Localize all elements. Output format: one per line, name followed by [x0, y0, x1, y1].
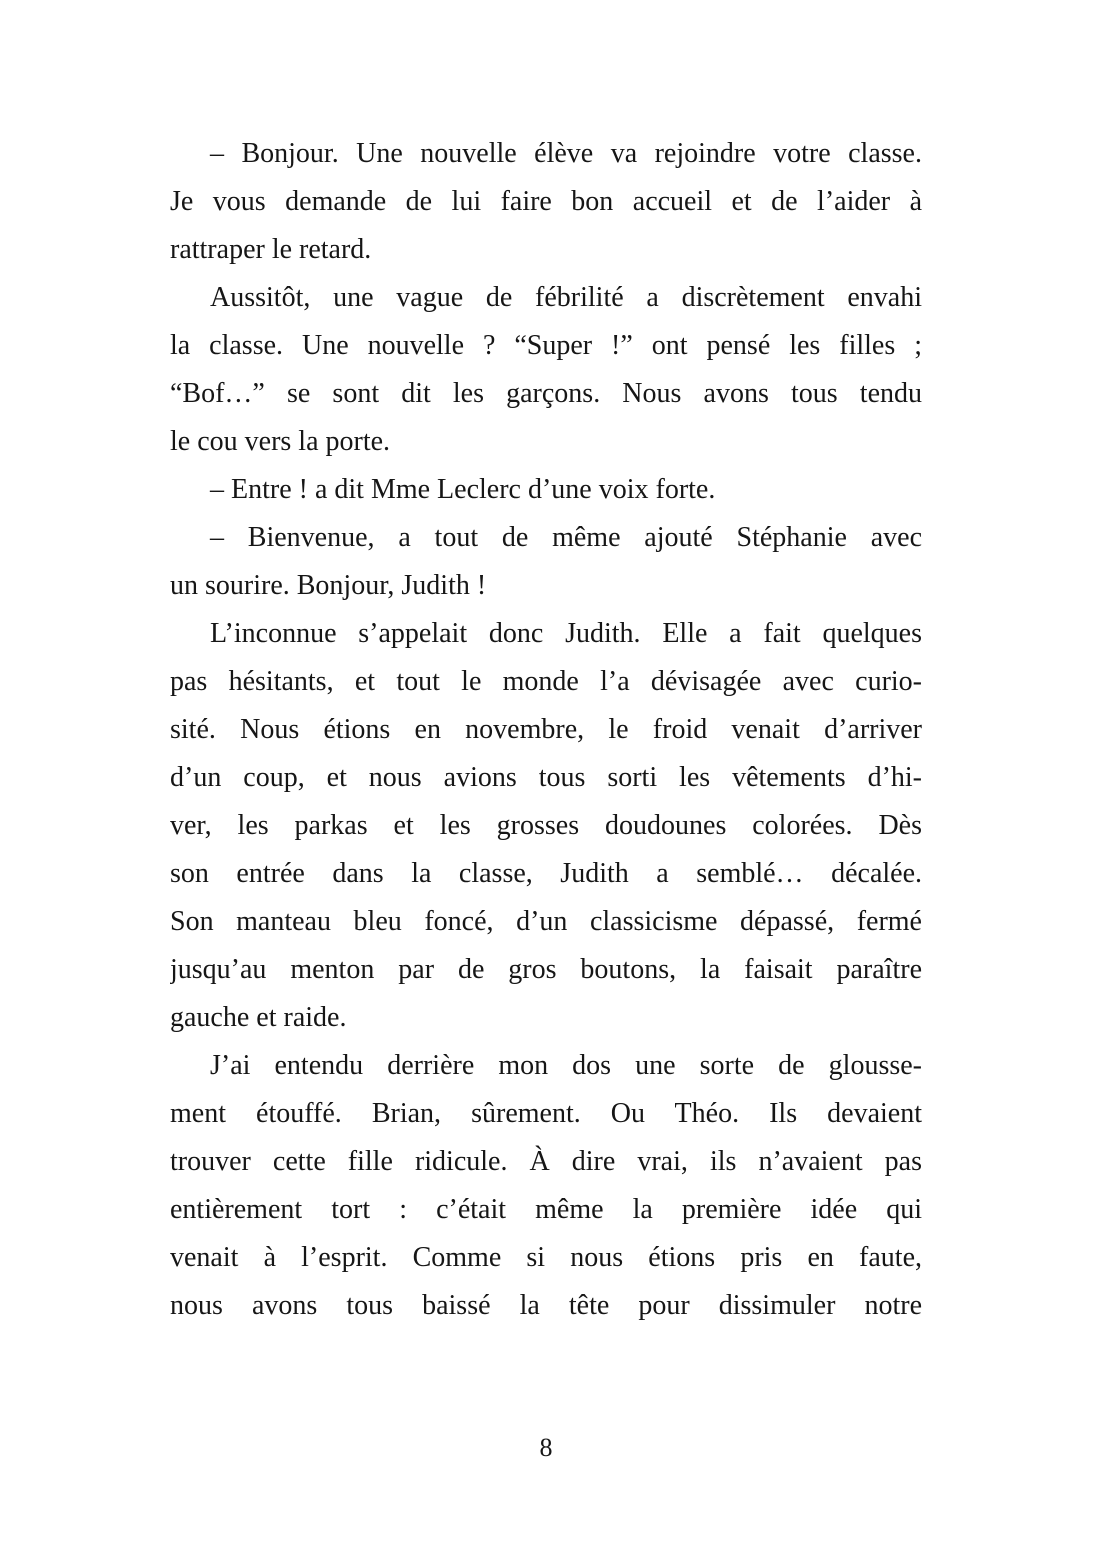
text-line: gauche et raide.: [170, 1002, 347, 1033]
text-line: trouver cette fille ridicule. À dire vrai, ils n’avaient pas: [170, 1146, 922, 1177]
text-line: – Entre ! a dit Mme Leclerc d’une voix forte.: [210, 474, 716, 505]
text-line: Aussitôt, une vague de fébrilité a discrètement envahi: [210, 282, 922, 313]
text-line: – Bonjour. Une nouvelle élève va rejoindre votre classe.: [210, 138, 922, 169]
text-line: entièrement tort : c’était même la première idée qui: [170, 1194, 922, 1225]
text-line: J’ai entendu derrière mon dos une sorte de glousse-: [210, 1050, 922, 1081]
paragraph: [170, 130, 922, 274]
text-line: ment étouffé. Brian, sûrement. Ou Théo. Ils devaient: [170, 1098, 922, 1129]
text-line: jusqu’au menton par de gros boutons, la faisait paraître: [170, 954, 922, 985]
text-line: Son manteau bleu foncé, d’un classicisme dépassé, fermé: [170, 906, 922, 937]
text-line: venait à l’esprit. Comme si nous étions pris en faute,: [170, 1242, 922, 1273]
text-line: sité. Nous étions en novembre, le froid venait d’arriver: [170, 714, 922, 745]
paragraph: [170, 1042, 922, 1330]
text-line: nous avons tous baissé la tête pour dissimuler notre: [170, 1290, 922, 1321]
paragraph: [170, 274, 922, 466]
text-line: L’inconnue s’appelait donc Judith. Elle a fait quelques: [210, 618, 922, 649]
text-line: d’un coup, et nous avions tous sorti les vêtements d’hi-: [170, 762, 922, 793]
text-line: son entrée dans la classe, Judith a semblé… décalée.: [170, 858, 922, 889]
text-line: – Bienvenue, a tout de même ajouté Stéphanie avec: [210, 522, 922, 553]
text-line: ver, les parkas et les grosses doudounes colorées. Dès: [170, 810, 922, 841]
text-line: “Bof…” se sont dit les garçons. Nous avons tous tendu: [170, 378, 922, 409]
page-number: 8: [539, 1433, 553, 1462]
text-line: Je vous demande de lui faire bon accueil et de l’aider à: [170, 186, 922, 217]
paragraph: [170, 466, 922, 514]
text-line: un sourire. Bonjour, Judith !: [170, 570, 487, 601]
text-line: rattraper le retard.: [170, 234, 372, 265]
paragraph: [170, 514, 922, 610]
text-line: le cou vers la porte.: [170, 426, 391, 457]
text-line: la classe. Une nouvelle ? “Super !” ont pensé les filles ;: [170, 330, 922, 361]
page-text-block: [170, 130, 922, 1330]
paragraph: [170, 610, 922, 1042]
text-line: pas hésitants, et tout le monde l’a dévisagée avec curio-: [170, 666, 922, 697]
